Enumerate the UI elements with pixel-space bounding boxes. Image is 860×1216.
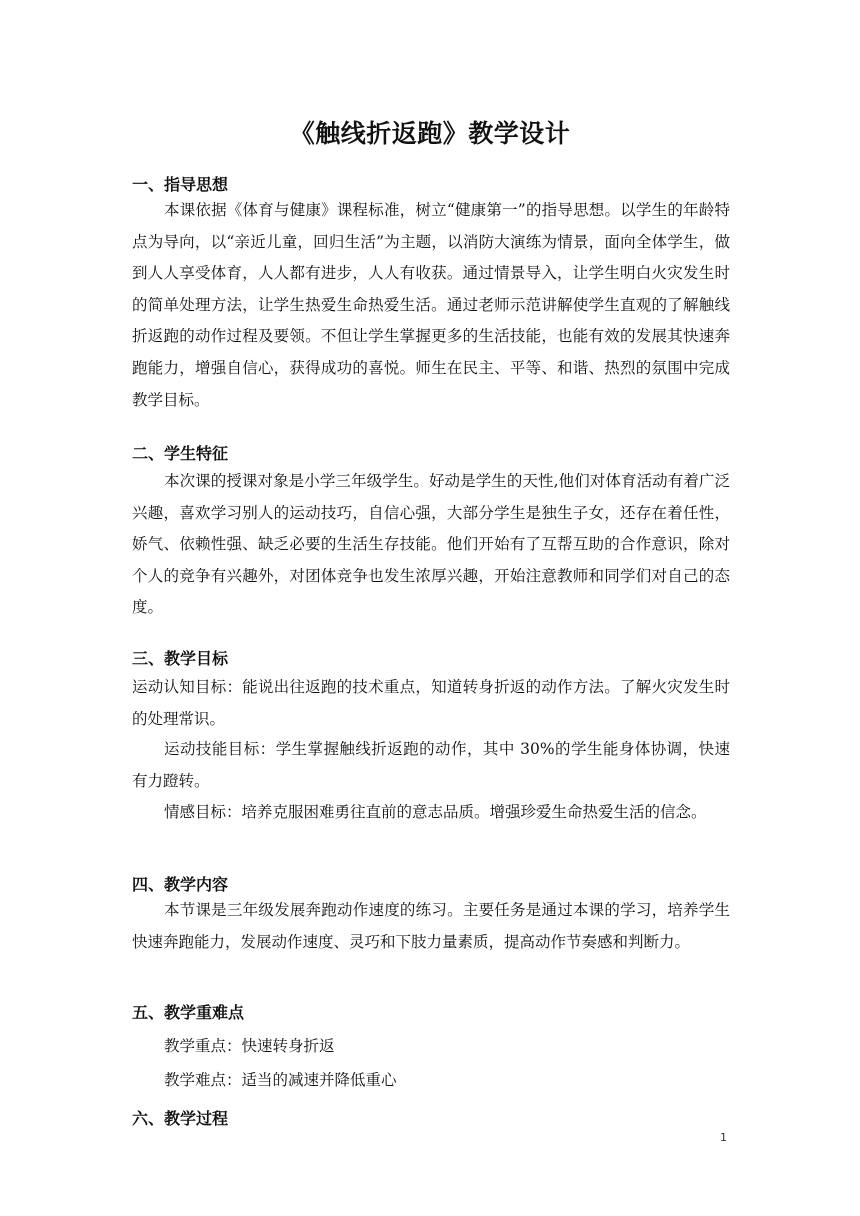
section-paragraph: 本节课是三年级发展奔跑动作速度的练习。主要任务是通过本课的学习，培养学生快速奔跑能力，发展动作速度、灵巧和下肢力量素质，提高动作节奏感和判断力。 bbox=[132, 901, 730, 951]
section-paragraph: 本次课的授课对象是小学三年级学生。好动是学生的天性,他们对体育活动有着广泛兴趣，喜欢学习别人的运动技巧，自信心强，大部分学生是独生子女，还存在着任性，娇气、依赖性强、缺乏必要的生活生存技能。他们开始有了互帮互助的合作意识，除对个人的竞争有兴趣外，对团体竞争也发生浓厚兴趣，开始注意教师和同学们对自己的态度。 bbox=[132, 472, 730, 617]
page-number: 1 bbox=[720, 1131, 727, 1144]
section-heading-teaching-objectives: 三、教学目标 bbox=[132, 649, 229, 668]
difficult-point: 教学难点：适当的减速并降低重心 bbox=[164, 1071, 397, 1089]
objective-cognitive: 运动认知目标：能说出往返跑的技术重点，知道转身折返的动作方法。了解火灾发生时的处理常识。 bbox=[132, 678, 730, 728]
key-point: 教学重点：快速转身折返 bbox=[164, 1037, 335, 1055]
section-heading-teaching-content: 四、教学内容 bbox=[132, 875, 229, 894]
section-paragraph: 本课依据《体育与健康》课程标准，树立“健康第一”的指导思想。以学生的年龄特点为导向，以“亲近儿童，回归生活”为主题，以消防大演练为情景，面向全体学生，做到人人享受体育，人人都有进步，人人有收获。通过情景导入，让学生明白火灾发生时的简单处理方法，让学生热爱生命热爱生活。通过老师示范讲解使学生直观的了解触线折返跑的动作过程及要领。不但让学生掌握更多的生活技能，也能有效的发展其快速奔跑能力，增强自信心，获得成功的喜悦。师生在民主、平等、和谐、热烈的氛围中完成教学目标。 bbox=[132, 201, 730, 409]
objective-emotional: 情感目标：培养克服困难勇往直前的意志品质。增强珍爱生命热爱生活的信念。 bbox=[164, 803, 707, 821]
section-heading-teaching-process: 六、教学过程 bbox=[132, 1109, 229, 1128]
objective-skill: 运动技能目标：学生掌握触线折返跑的动作，其中 30%的学生能身体协调，快速有力蹬转。 bbox=[132, 740, 730, 790]
section-heading-guiding-ideology: 一、指导思想 bbox=[132, 175, 229, 194]
section-heading-student-features: 二、学生特征 bbox=[132, 444, 229, 463]
document-title: 《触线折返跑》教学设计 bbox=[289, 119, 571, 148]
section-heading-key-difficult-points: 五、教学重难点 bbox=[132, 1003, 245, 1022]
